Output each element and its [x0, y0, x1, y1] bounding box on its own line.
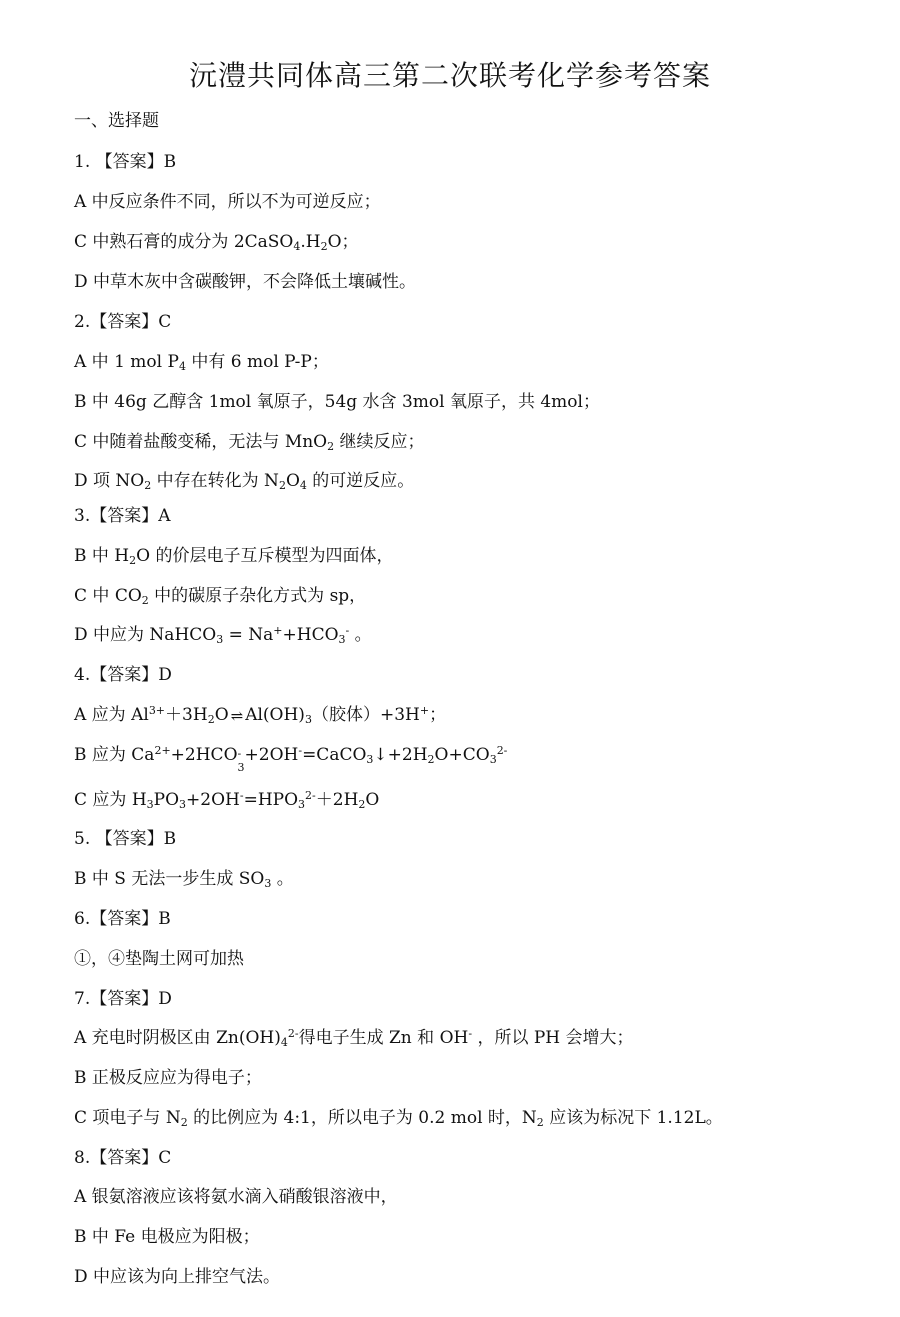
- q3-answer: 3.【答案】A: [74, 506, 171, 526]
- q1-explain-a: A 中反应条件不同，所以不为可逆反应；: [74, 192, 381, 212]
- q1-explain-d: D 中草木灰中含碳酸钾，不会降低土壤碱性。: [74, 272, 417, 292]
- q7-explain-c: C 项电子与 $N_2$ 的比例应为 4:1，所以电子为 0.2 mol 时，$N_2$ 应该为标况下 1.12L。: [74, 1108, 723, 1129]
- q2-explain-d: D 项 $NO_2$ 中存在转化为 $N_2O_4$ 的可逆反应。: [74, 471, 415, 492]
- section-heading: 一、选择题: [74, 111, 159, 131]
- q3-explain-c: C 中 $CO_2$ 中的碳原子杂化方式为 sp，: [74, 586, 367, 607]
- q4-explain-c: C 应为 $H_3PO_3+2OH^-=HPO_3^{2-}+2H_2O$: [74, 789, 380, 811]
- q6-answer: 6.【答案】B: [74, 909, 171, 929]
- reversible-arrow-icon: ⇌: [230, 707, 244, 725]
- q5-explain-b: B 中 S 无法一步生成 $SO_3$ 。: [74, 869, 294, 890]
- q4-answer: 4.【答案】D: [74, 665, 172, 685]
- q4-explain-b: B 应为 $Ca^{2+}+2HCO$ - 3 $+2OH^-=CaCO_3↓+2H_2O+CO_3^{2-}$: [74, 744, 508, 774]
- page-title: 沅澧共同体高三第二次联考化学参考答案: [188, 59, 711, 92]
- q8-explain-a: A 银氨溶液应该将氨水滴入硝酸银溶液中，: [74, 1187, 398, 1207]
- q7-answer: 7.【答案】D: [74, 989, 172, 1009]
- q3-explain-b: B 中 $H_2O$ 的价层电子互斥模型为四面体，: [74, 546, 394, 567]
- q1-explain-c: C 中熟石膏的成分为 $2CaSO_4.H_2O$；: [74, 232, 359, 253]
- q7-explain-b: B 正极反应应为得电子；: [74, 1068, 262, 1088]
- q2-explain-a: A 中 1 mol $P_4$ 中有 6 mol P-P；: [74, 352, 329, 373]
- q8-answer: 8.【答案】C: [74, 1148, 172, 1168]
- q7-explain-a: A 充电时阴极区由 $Zn(OH)_4^{2-}$得电子生成 Zn 和 OH- ，所以 PH 会增大；: [74, 1027, 634, 1049]
- q2-answer: 2.【答案】C: [74, 312, 172, 332]
- q3-explain-d: D 中应为 NaHCO$_3$ = $Na^++HCO_3^-$ 。: [74, 624, 372, 646]
- q5-answer: 5. 【答案】B: [74, 829, 177, 849]
- q8-explain-d: D 中应该为向上排空气法。: [74, 1267, 281, 1287]
- q6-explain: ①，④垫陶土网可加热: [74, 949, 244, 969]
- q1-answer: 1. 【答案】B: [74, 152, 177, 172]
- q2-explain-c: C 中随着盐酸变稀，无法与 MnO$_2$ 继续反应；: [74, 432, 425, 453]
- q4-explain-a: A 应为 $Al^{3+}+3H_2O$ ⇌ $Al(OH)_3$（胶体）+3H+；: [74, 704, 447, 726]
- q2-explain-b: B 中 46g 乙醇含 1mol 氧原子，54g 水含 3mol 氧原子，共 4mol；: [74, 392, 600, 412]
- q8-explain-b: B 中 Fe 电极应为阳极；: [74, 1227, 260, 1247]
